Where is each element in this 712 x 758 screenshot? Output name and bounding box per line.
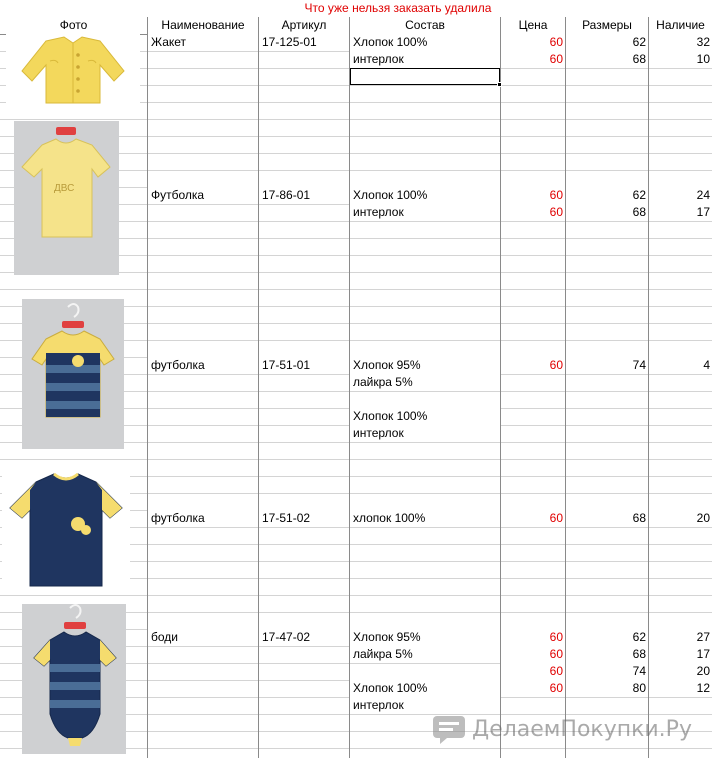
header-photo[interactable]: Фото	[0, 17, 147, 34]
cell-composition[interactable]: Хлопок 100%	[350, 408, 500, 425]
cell-price[interactable]: 60	[501, 357, 565, 374]
grid-row-line	[0, 289, 712, 290]
cell-stock[interactable]: 17	[649, 646, 712, 663]
cell-size[interactable]: 74	[566, 357, 648, 374]
cell-composition[interactable]: Хлопок 95%	[350, 629, 500, 646]
grid-column-line	[565, 17, 566, 758]
cell-price[interactable]: 60	[501, 187, 565, 204]
sheet-title[interactable]: Что уже нельзя заказать удалила	[304, 1, 492, 15]
cell-size[interactable]: 62	[566, 187, 648, 204]
cell-size[interactable]: 74	[566, 663, 648, 680]
cell-stock[interactable]: 24	[649, 187, 712, 204]
cell-price[interactable]: 60	[501, 629, 565, 646]
cell-article[interactable]: 17-51-01	[259, 357, 349, 374]
cell-composition[interactable]: интерлок	[350, 51, 500, 68]
grid-row-line	[0, 595, 712, 596]
cell-price[interactable]: 60	[501, 663, 565, 680]
cell-composition[interactable]: Хлопок 95%	[350, 357, 500, 374]
grid-row-line	[0, 459, 712, 460]
grid-row-line	[0, 119, 712, 120]
header-sizes[interactable]: Размеры	[566, 17, 648, 34]
cell-article[interactable]: 17-51-02	[259, 510, 349, 527]
header-article[interactable]: Артикул	[259, 17, 349, 34]
cell-price[interactable]: 60	[501, 51, 565, 68]
cell-composition[interactable]: Хлопок 100%	[350, 680, 500, 697]
cell-name[interactable]: Жакет	[148, 34, 258, 51]
cell-stock[interactable]: 10	[649, 51, 712, 68]
cell-composition[interactable]: лайкра 5%	[350, 646, 500, 663]
cell-stock[interactable]: 4	[649, 357, 712, 374]
watermark	[432, 714, 692, 744]
cell-size[interactable]: 68	[566, 646, 648, 663]
cell-name[interactable]: футболка	[148, 510, 258, 527]
cell-stock[interactable]: 32	[649, 34, 712, 51]
cell-price[interactable]: 60	[501, 680, 565, 697]
cell-stock[interactable]: 17	[649, 204, 712, 221]
cell-composition[interactable]: Хлопок 100%	[350, 34, 500, 51]
cell-price[interactable]: 60	[501, 204, 565, 221]
selected-cell-cursor[interactable]	[350, 68, 500, 85]
cell-composition[interactable]: Хлопок 100%	[350, 187, 500, 204]
svg-text:ДВС: ДВС	[54, 183, 75, 194]
grid-column-line	[147, 17, 148, 758]
navy-tshirt-photo[interactable]	[2, 468, 130, 594]
cell-stock[interactable]: 20	[649, 663, 712, 680]
cell-composition[interactable]: интерлок	[350, 425, 500, 442]
watermark-text: ДелаемПокупки.Ру	[472, 716, 692, 742]
header-price[interactable]: Цена	[501, 17, 565, 34]
header-composition[interactable]: Состав	[350, 17, 500, 34]
cell-size[interactable]: 80	[566, 680, 648, 697]
cell-name[interactable]: боди	[148, 629, 258, 646]
header-stock[interactable]: Наличие	[649, 17, 712, 34]
cell-composition[interactable]: хлопок 100%	[350, 510, 500, 527]
cell-size[interactable]: 68	[566, 51, 648, 68]
yellow-jacket-photo[interactable]	[6, 33, 140, 109]
cell-article[interactable]: 17-47-02	[259, 629, 349, 646]
chat-bubble-icon	[432, 714, 466, 744]
grid-column-line	[349, 17, 350, 758]
header-name[interactable]: Наименование	[148, 17, 258, 34]
cell-article[interactable]: 17-86-01	[259, 187, 349, 204]
cell-size[interactable]: 62	[566, 34, 648, 51]
cell-composition[interactable]: интерлок	[350, 697, 500, 714]
cell-size[interactable]: 68	[566, 510, 648, 527]
cell-price[interactable]: 60	[501, 34, 565, 51]
grid-column-line	[258, 17, 259, 758]
cell-size[interactable]: 68	[566, 204, 648, 221]
yellow-tshirt-photo[interactable]	[14, 121, 119, 275]
cell-stock[interactable]: 12	[649, 680, 712, 697]
grid-column-line	[648, 17, 649, 758]
cell-name[interactable]: футболка	[148, 357, 258, 374]
bodysuit-photo[interactable]	[22, 604, 126, 754]
cell-size[interactable]: 62	[566, 629, 648, 646]
grid-column-line	[500, 17, 501, 758]
striped-tshirt-photo[interactable]	[22, 299, 124, 449]
cell-composition[interactable]: лайкра 5%	[350, 374, 500, 391]
cell-composition[interactable]: интерлок	[350, 204, 500, 221]
cell-price[interactable]: 60	[501, 510, 565, 527]
cell-stock[interactable]: 27	[649, 629, 712, 646]
cell-name[interactable]: Футболка	[148, 187, 258, 204]
cell-article[interactable]: 17-125-01	[259, 34, 349, 51]
cell-stock[interactable]: 20	[649, 510, 712, 527]
cell-price[interactable]: 60	[501, 646, 565, 663]
